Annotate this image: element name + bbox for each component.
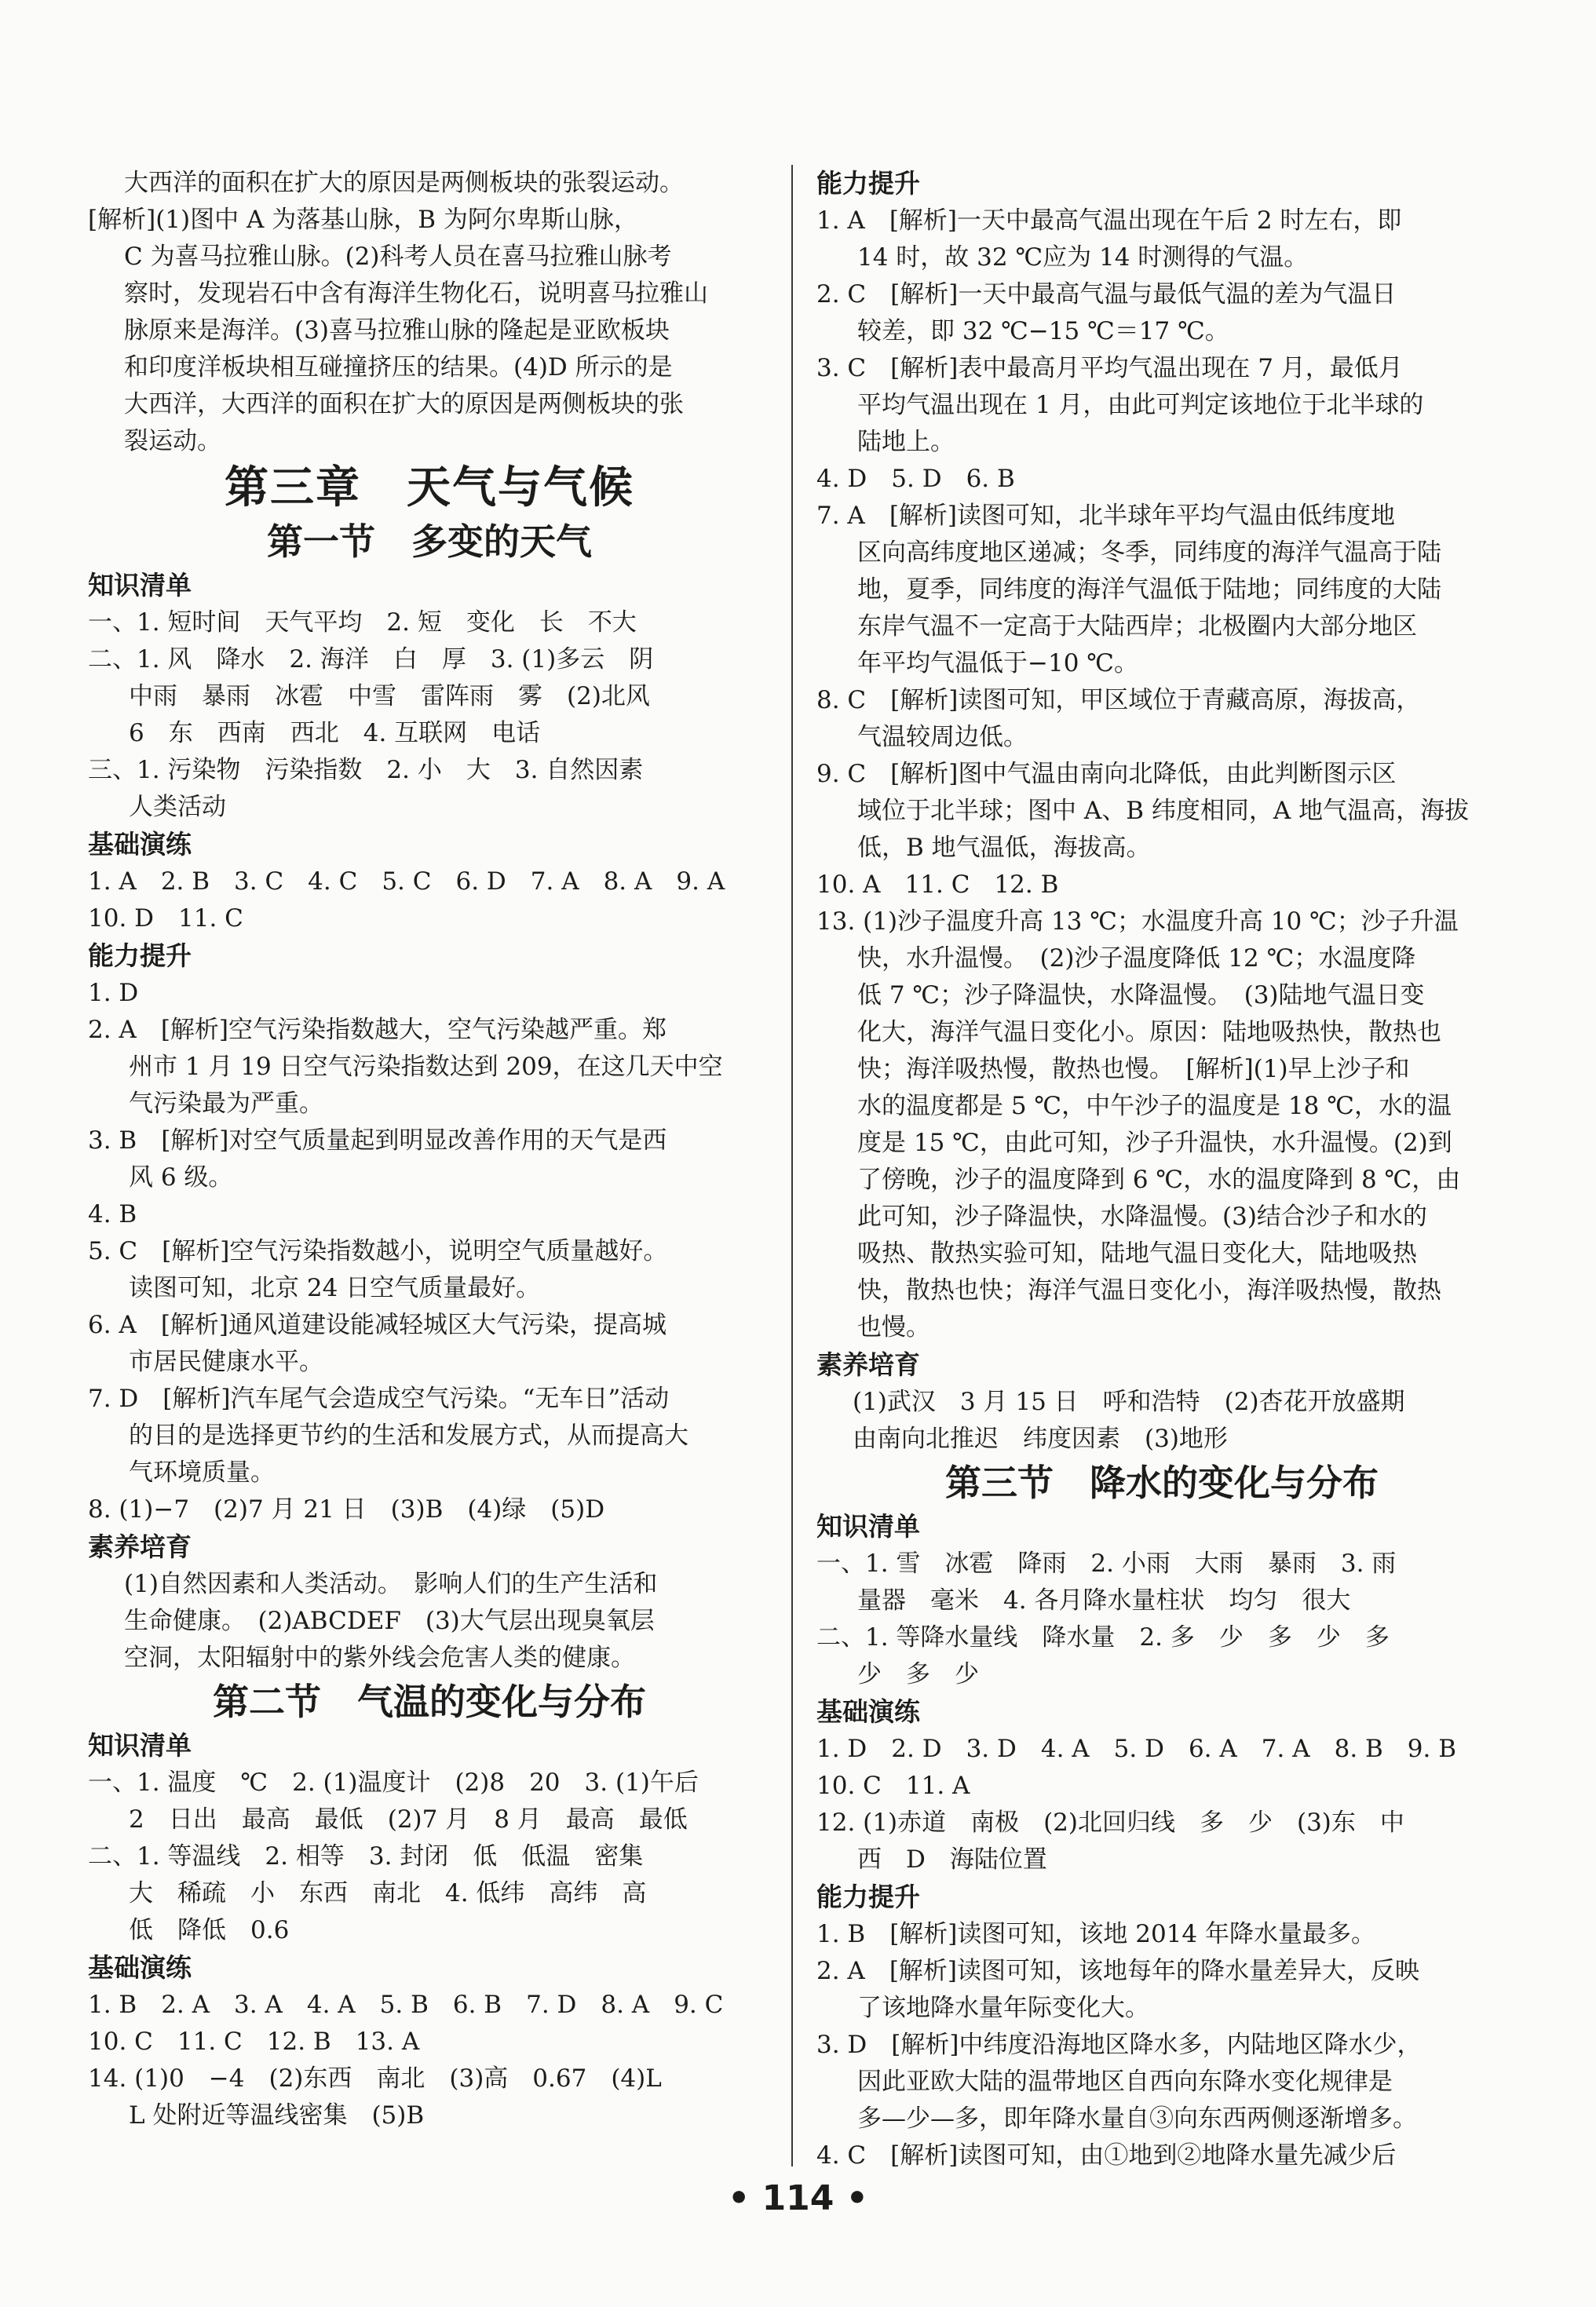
subsection-heading: 知识清单 xyxy=(816,1511,920,1542)
text-line: 低，B 地气温低，海拔高。 xyxy=(857,834,1151,862)
right-column xyxy=(816,165,1507,2174)
text-line: 生命健康。 (2)ABCDEF (3)大气层出现臭氧层 xyxy=(124,1607,655,1635)
text-line: 大 稀疏 小 东西 南北 4. 低纬 高纬 高 xyxy=(129,1879,647,1907)
text-line: 由南向北推迟 纬度因素 (3)地形 xyxy=(853,1425,1228,1453)
text-line: 大西洋的面积在扩大的原因是两侧板块的张裂运动。 xyxy=(124,169,684,197)
text-line: 9. C [解析]图中气温由南向北降低，由此判断图示区 xyxy=(816,760,1397,788)
subsection-heading: 基础演练 xyxy=(88,1952,192,1983)
text-line: 读图可知，北京 24 日空气质量最好。 xyxy=(129,1274,541,1302)
text-line: 了傍晚，沙子的温度降到 6 ℃，水的温度降到 8 ℃，由 xyxy=(857,1166,1461,1194)
text-line: 人类活动 xyxy=(129,793,226,821)
text-line: 10. C 11. A xyxy=(816,1772,970,1800)
text-line: 14 时，故 32 ℃应为 14 时测得的气温。 xyxy=(857,243,1309,272)
text-line: 2. A [解析]读图可知，该地每年的降水量差异大，反映 xyxy=(816,1957,1420,1985)
text-line: 了该地降水量年际变化大。 xyxy=(857,1994,1149,2022)
text-line: 年平均气温低于−10 ℃。 xyxy=(857,649,1138,677)
text-line: 14. (1)0 −4 (2)东西 南北 (3)高 0.67 (4)L xyxy=(88,2064,662,2093)
column-divider xyxy=(791,165,793,2166)
text-line: 风 6 级。 xyxy=(129,1163,233,1192)
text-line: 8. (1)−7 (2)7 月 21 日 (3)B (4)绿 (5)D xyxy=(88,1495,605,1524)
text-line: 气温较周边低。 xyxy=(857,723,1028,751)
text-line: 10. D 11. C xyxy=(88,904,243,933)
text-line: 低 降低 0.6 xyxy=(129,1916,290,1944)
text-line: 市居民健康水平。 xyxy=(129,1348,323,1376)
text-line: 东岸气温不一定高于大陆西岸；北极圈内大部分地区 xyxy=(857,612,1417,641)
text-line: 此可知，沙子降温快，水降温慢。(3)结合沙子和水的 xyxy=(857,1203,1427,1231)
subsection-heading: 能力提升 xyxy=(88,940,192,971)
text-line: 少 多 少 xyxy=(857,1660,979,1688)
text-line: 1. A 2. B 3. C 4. C 5. C 6. D 7. A 8. A 9. A xyxy=(88,867,725,896)
text-line: 气污染最为严重。 xyxy=(129,1090,323,1118)
text-line: 州市 1 月 19 日空气污染指数达到 209，在这几天中空 xyxy=(129,1053,723,1081)
text-line: 裂运动。 xyxy=(124,427,221,455)
page-number: • 114 • xyxy=(728,2178,868,2218)
text-line: 快；海洋吸热慢，散热也慢。 [解析](1)早上沙子和 xyxy=(857,1055,1410,1083)
text-line: L 处附近等温线密集 (5)B xyxy=(129,2101,425,2130)
text-line: 较差，即 32 ℃−15 ℃＝17 ℃。 xyxy=(857,317,1229,345)
text-line: 1. D 2. D 3. D 4. A 5. D 6. A 7. A 8. B 9. B xyxy=(816,1735,1457,1763)
text-line: 空洞，太阳辐射中的紫外线会危害人类的健康。 xyxy=(124,1644,635,1672)
text-line: 化大，海洋气温日变化小。原因：陆地吸热快，散热也 xyxy=(857,1018,1441,1046)
section-title: 第二节 气温的变化与分布 xyxy=(213,1681,646,1723)
left-column xyxy=(88,165,771,2134)
text-line: 10. C 11. C 12. B 13. A xyxy=(88,2028,420,2056)
text-line: 7. A [解析]读图可知，北半球年平均气温由低纬度地 xyxy=(816,502,1396,530)
text-line: 一、1. 温度 ℃ 2. (1)温度计 (2)8 20 3. (1)午后 xyxy=(88,1769,699,1797)
text-line: 2. A [解析]空气污染指数越大，空气污染越严重。郑 xyxy=(88,1016,667,1044)
text-line: 12. (1)赤道 南极 (2)北回归线 多 少 (3)东 中 xyxy=(816,1809,1404,1837)
text-line: 13. (1)沙子温度升高 13 ℃；水温度升高 10 ℃；沙子升温 xyxy=(816,907,1459,936)
text-line: 脉原来是海洋。(3)喜马拉雅山脉的隆起是亚欧板块 xyxy=(124,316,670,345)
subsection-heading: 素养培育 xyxy=(88,1531,192,1562)
text-line: 的目的是选择更节约的生活和发展方式，从而提高大 xyxy=(129,1422,688,1450)
text-line: 西 D 海陆位置 xyxy=(857,1845,1047,1874)
text-line: 区向高纬度地区递减；冬季，同纬度的海洋气温高于陆 xyxy=(857,538,1441,567)
text-line: 量器 毫米 4. 各月降水量柱状 均匀 很大 xyxy=(857,1586,1351,1615)
text-line: 10. A 11. C 12. B xyxy=(816,871,1059,899)
text-line: 1. B [解析]读图可知，该地 2014 年降水量最多。 xyxy=(816,1920,1375,1948)
text-line: C 为喜马拉雅山脉。(2)科考人员在喜马拉雅山脉考 xyxy=(124,243,672,271)
text-line: 一、1. 短时间 天气平均 2. 短 变化 长 不大 xyxy=(88,608,637,637)
text-line: 察时，发现岩石中含有海洋生物化石，说明喜马拉雅山 xyxy=(124,279,708,308)
subsection-heading: 素养培育 xyxy=(816,1349,920,1380)
text-line: 2 日出 最高 最低 (2)7 月 8 月 最高 最低 xyxy=(129,1805,688,1834)
text-line: 1. D xyxy=(88,979,139,1007)
text-line: [解析](1)图中 A 为落基山脉，B 为阿尔卑斯山脉， xyxy=(88,206,638,234)
text-line: 二、1. 等温线 2. 相等 3. 封闭 低 低温 密集 xyxy=(88,1842,644,1871)
text-line: 3. C [解析]表中最高月平均气温出现在 7 月，最低月 xyxy=(816,354,1403,382)
text-line: 1. B 2. A 3. A 4. A 5. B 6. B 7. D 8. A 9. C xyxy=(88,1991,724,2019)
text-line: 2. C [解析]一天中最高气温与最低气温的差为气温日 xyxy=(816,280,1397,308)
text-line: 低 7 ℃；沙子降温快，水降温慢。 (3)陆地气温日变 xyxy=(857,981,1425,1009)
text-line: 6 东 西南 西北 4. 互联网 电话 xyxy=(129,719,541,747)
text-line: 地，夏季，同纬度的海洋气温低于陆地；同纬度的大陆 xyxy=(857,575,1441,604)
text-line: 陆地上。 xyxy=(857,428,955,456)
section-title: 第一节 多变的天气 xyxy=(267,520,592,563)
text-line: 6. A [解析]通风道建设能减轻城区大气污染，提高城 xyxy=(88,1311,667,1339)
text-line: 大西洋，大西洋的面积在扩大的原因是两侧板块的张 xyxy=(124,390,684,418)
text-line: 快，水升温慢。 (2)沙子温度降低 12 ℃；水温度降 xyxy=(857,944,1416,973)
text-line: 域位于北半球；图中 A、B 纬度相同，A 地气温高，海拔 xyxy=(857,797,1470,825)
subsection-heading: 知识清单 xyxy=(88,570,192,600)
section-title: 第三节 降水的变化与分布 xyxy=(945,1462,1379,1504)
text-line: (1)武汉 3 月 15 日 呼和浩特 (2)杏花开放盛期 xyxy=(853,1388,1405,1416)
text-line: 3. D [解析]中纬度沿海地区降水多，内陆地区降水少， xyxy=(816,2031,1422,2059)
text-line: 度是 15 ℃，由此可知，沙子升温快，水升温慢。(2)到 xyxy=(857,1129,1452,1157)
text-line: 快，散热也快；海洋气温日变化小，海洋吸热慢，散热 xyxy=(857,1276,1441,1305)
text-line: 3. B [解析]对空气质量起到明显改善作用的天气是西 xyxy=(88,1126,667,1155)
text-line: 5. C [解析]空气污染指数越小，说明空气质量越好。 xyxy=(88,1237,668,1265)
subsection-heading: 能力提升 xyxy=(816,168,920,199)
text-line: 7. D [解析]汽车尾气会造成空气污染。“无车日”活动 xyxy=(88,1385,670,1413)
text-line: 三、1. 污染物 污染指数 2. 小 大 3. 自然因素 xyxy=(88,756,644,784)
text-line: 气环境质量。 xyxy=(129,1458,275,1487)
subsection-heading: 知识清单 xyxy=(88,1730,192,1761)
text-line: 二、1. 等降水量线 降水量 2. 多 少 多 少 多 xyxy=(816,1623,1390,1652)
text-line: 吸热、散热实验可知，陆地气温日变化大，陆地吸热 xyxy=(857,1239,1417,1268)
chapter-title: 第三章 天气与气候 xyxy=(225,462,634,513)
text-line: 中雨 暴雨 冰雹 中雪 雷阵雨 雾 (2)北风 xyxy=(129,682,650,710)
text-line: 4. C [解析]读图可知，由①地到②地降水量先减少后 xyxy=(816,2141,1397,2170)
text-line: 水的温度都是 5 ℃，中午沙子的温度是 18 ℃，水的温 xyxy=(857,1092,1452,1120)
text-line: 平均气温出现在 1 月，由此可判定该地位于北半球的 xyxy=(857,391,1424,419)
text-line: 因此亚欧大陆的温带地区自西向东降水变化规律是 xyxy=(857,2068,1393,2096)
text-line: 一、1. 雪 冰雹 降雨 2. 小雨 大雨 暴雨 3. 雨 xyxy=(816,1550,1397,1578)
text-line: (1)自然因素和人类活动。 影响人们的生产生活和 xyxy=(124,1570,658,1598)
text-line: 二、1. 风 降水 2. 海洋 白 厚 3. (1)多云 阴 xyxy=(88,645,654,673)
subsection-heading: 基础演练 xyxy=(88,829,192,860)
text-line: 1. A [解析]一天中最高气温出现在午后 2 时左右，即 xyxy=(816,206,1402,235)
text-line: 多—少—多，即年降水量自③向东西两侧逐渐增多。 xyxy=(857,2104,1417,2133)
text-line: 4. B xyxy=(88,1200,137,1228)
subsection-heading: 基础演练 xyxy=(816,1696,920,1727)
subsection-heading: 能力提升 xyxy=(816,1882,920,1912)
text-line: 4. D 5. D 6. B xyxy=(816,465,1015,493)
text-line: 8. C [解析]读图可知，甲区域位于青藏高原，海拔高， xyxy=(816,686,1421,714)
text-line: 和印度洋板块相互碰撞挤压的结果。(4)D 所示的是 xyxy=(124,353,673,381)
text-line: 也慢。 xyxy=(857,1313,930,1341)
